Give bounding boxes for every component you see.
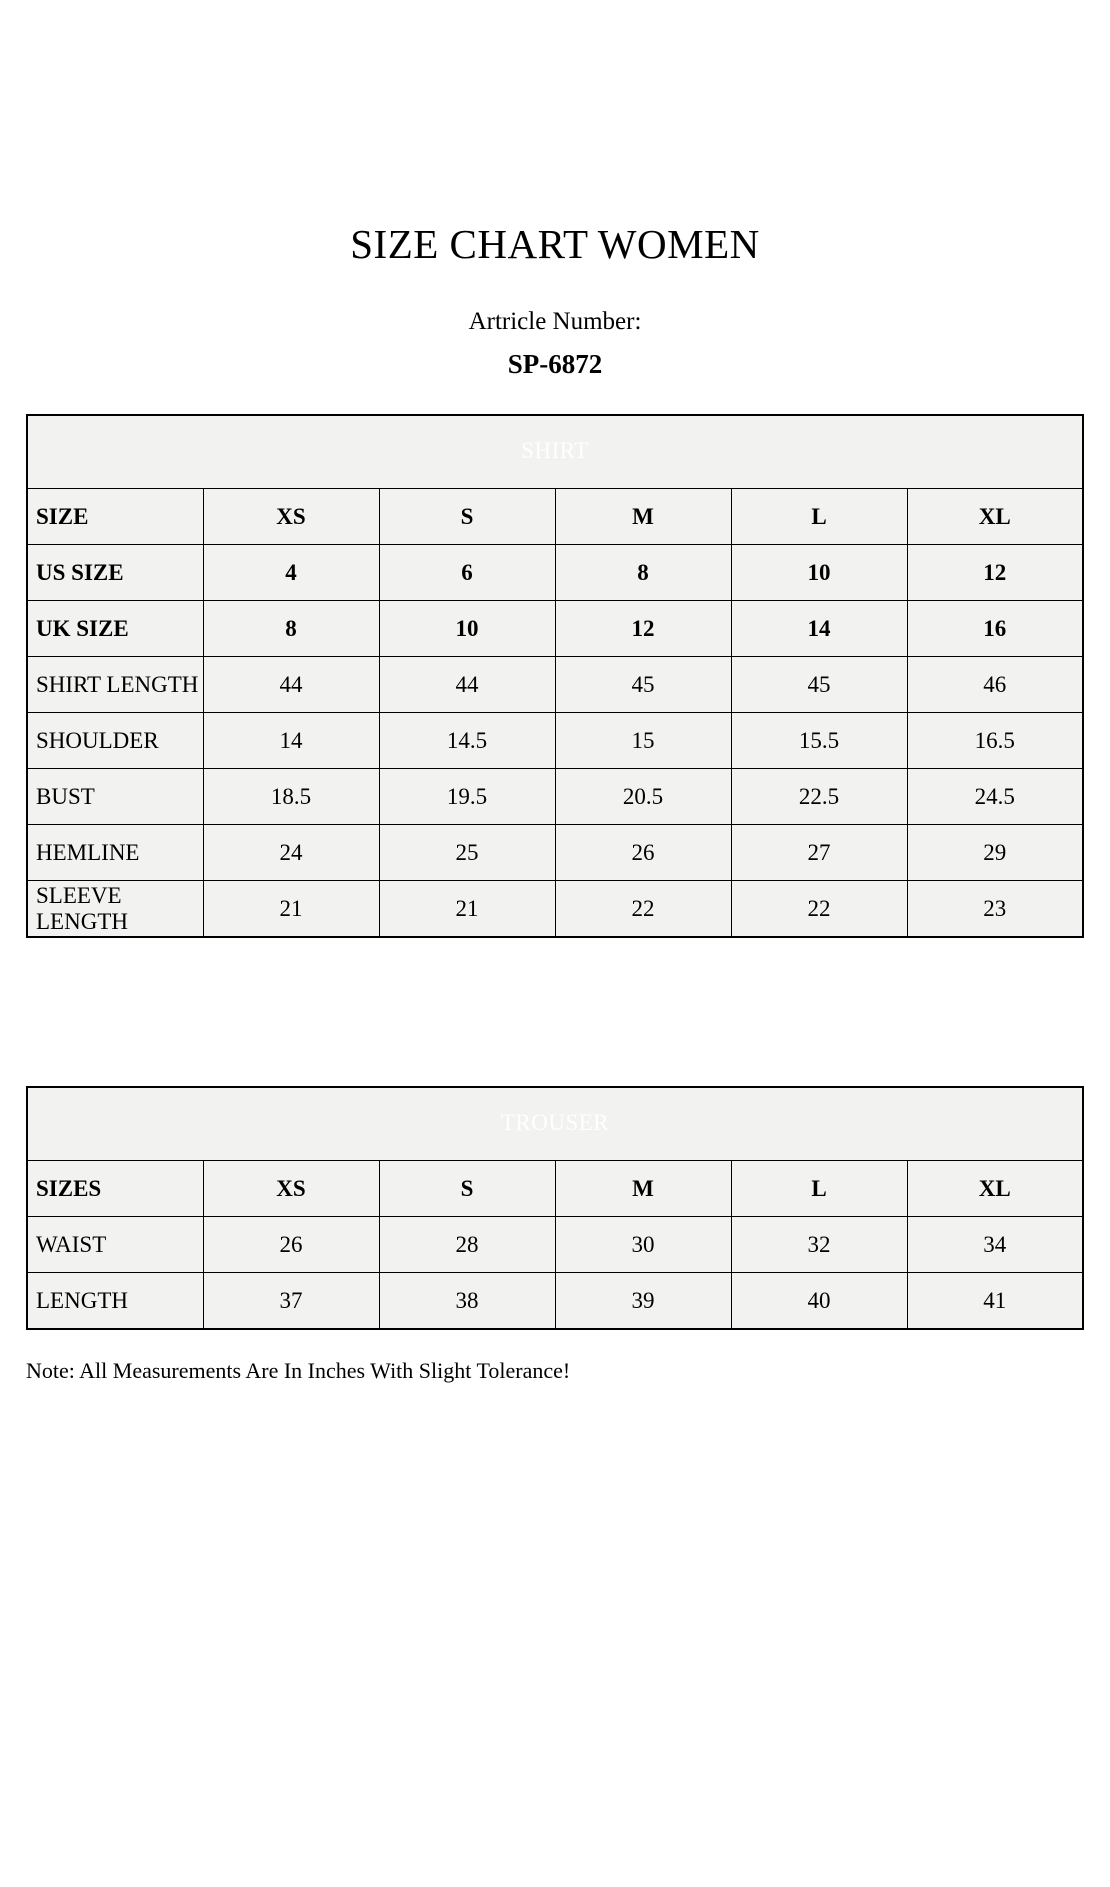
row-label: SIZES (27, 1161, 203, 1217)
table-row (27, 1217, 1083, 1273)
cell-value: 21 (203, 881, 379, 938)
cell-value: 12 (907, 545, 1083, 601)
trouser-size-table (26, 1086, 1084, 1330)
size-chart-page (0, 222, 1110, 1887)
cell-value: 15.5 (731, 713, 907, 769)
cell-value: 41 (907, 1273, 1083, 1330)
cell-value: 26 (203, 1217, 379, 1273)
table-row (27, 489, 1083, 545)
table-gap-spacer (26, 938, 1084, 1086)
article-number-value: SP-6872 (507, 349, 603, 380)
cell-value: 20.5 (555, 769, 731, 825)
cell-value: M (555, 1161, 731, 1217)
cell-value: XS (203, 489, 379, 545)
cell-value: 8 (555, 545, 731, 601)
cell-value: 37 (203, 1273, 379, 1330)
cell-value: 14 (203, 713, 379, 769)
row-label: SHOULDER (27, 713, 203, 769)
cell-value: 45 (731, 657, 907, 713)
row-label: SHIRT LENGTH (27, 657, 203, 713)
cell-value: 29 (907, 825, 1083, 881)
cell-value: 44 (379, 657, 555, 713)
cell-value: 10 (379, 601, 555, 657)
cell-value: 19.5 (379, 769, 555, 825)
cell-value: 14 (731, 601, 907, 657)
shirt-size-table (26, 414, 1084, 938)
page-title: SIZE CHART WOMEN (350, 221, 760, 267)
cell-value: 24.5 (907, 769, 1083, 825)
cell-value: S (379, 489, 555, 545)
cell-value: 16 (907, 601, 1083, 657)
cell-value: XS (203, 1161, 379, 1217)
shirt-section-header (27, 415, 1083, 489)
cell-value: 32 (731, 1217, 907, 1273)
cell-value: L (731, 489, 907, 545)
cell-value: 10 (731, 545, 907, 601)
measurement-note: Note: All Measurements Are In Inches With Slight Tolerance! (26, 1358, 571, 1384)
cell-value: L (731, 1161, 907, 1217)
table-row (27, 881, 1083, 938)
cell-value: 8 (203, 601, 379, 657)
table-row (27, 545, 1083, 601)
cell-value: 25 (379, 825, 555, 881)
row-label: SIZE (27, 489, 203, 545)
cell-value: XL (907, 1161, 1083, 1217)
row-label: BUST (27, 769, 203, 825)
cell-value: 27 (731, 825, 907, 881)
cell-value: 30 (555, 1217, 731, 1273)
row-label: HEMLINE (27, 825, 203, 881)
cell-value: 34 (907, 1217, 1083, 1273)
cell-value: 46 (907, 657, 1083, 713)
table-row (27, 657, 1083, 713)
cell-value: 12 (555, 601, 731, 657)
cell-value: 15 (555, 713, 731, 769)
cell-value: 4 (203, 545, 379, 601)
cell-value: 44 (203, 657, 379, 713)
cell-value: 18.5 (203, 769, 379, 825)
table-row (27, 1273, 1083, 1330)
cell-value: 22 (731, 881, 907, 938)
cell-value: 24 (203, 825, 379, 881)
row-label: US SIZE (27, 545, 203, 601)
cell-value: 39 (555, 1273, 731, 1330)
cell-value: 26 (555, 825, 731, 881)
cell-value: XL (907, 489, 1083, 545)
cell-value: 38 (379, 1273, 555, 1330)
table-row (27, 713, 1083, 769)
cell-value: 14.5 (379, 713, 555, 769)
row-label: WAIST (27, 1217, 203, 1273)
cell-value: 6 (379, 545, 555, 601)
article-number-label: Artricle Number: (468, 308, 642, 336)
cell-value: 45 (555, 657, 731, 713)
row-label: LENGTH (27, 1273, 203, 1330)
table-row (27, 601, 1083, 657)
cell-value: 40 (731, 1273, 907, 1330)
cell-value: S (379, 1161, 555, 1217)
cell-value: 28 (379, 1217, 555, 1273)
cell-value: M (555, 489, 731, 545)
cell-value: 22 (555, 881, 731, 938)
cell-value: 16.5 (907, 713, 1083, 769)
cell-value: 21 (379, 881, 555, 938)
table-row (27, 825, 1083, 881)
trouser-section-header (27, 1087, 1083, 1161)
row-label: SLEEVE LENGTH (27, 881, 203, 938)
cell-value: 23 (907, 881, 1083, 938)
table-row (27, 1161, 1083, 1217)
row-label: UK SIZE (27, 601, 203, 657)
table-row (27, 769, 1083, 825)
cell-value: 22.5 (731, 769, 907, 825)
shirt-section-title: SHIRT (27, 415, 1083, 489)
trouser-section-title: TROUSER (27, 1087, 1083, 1161)
